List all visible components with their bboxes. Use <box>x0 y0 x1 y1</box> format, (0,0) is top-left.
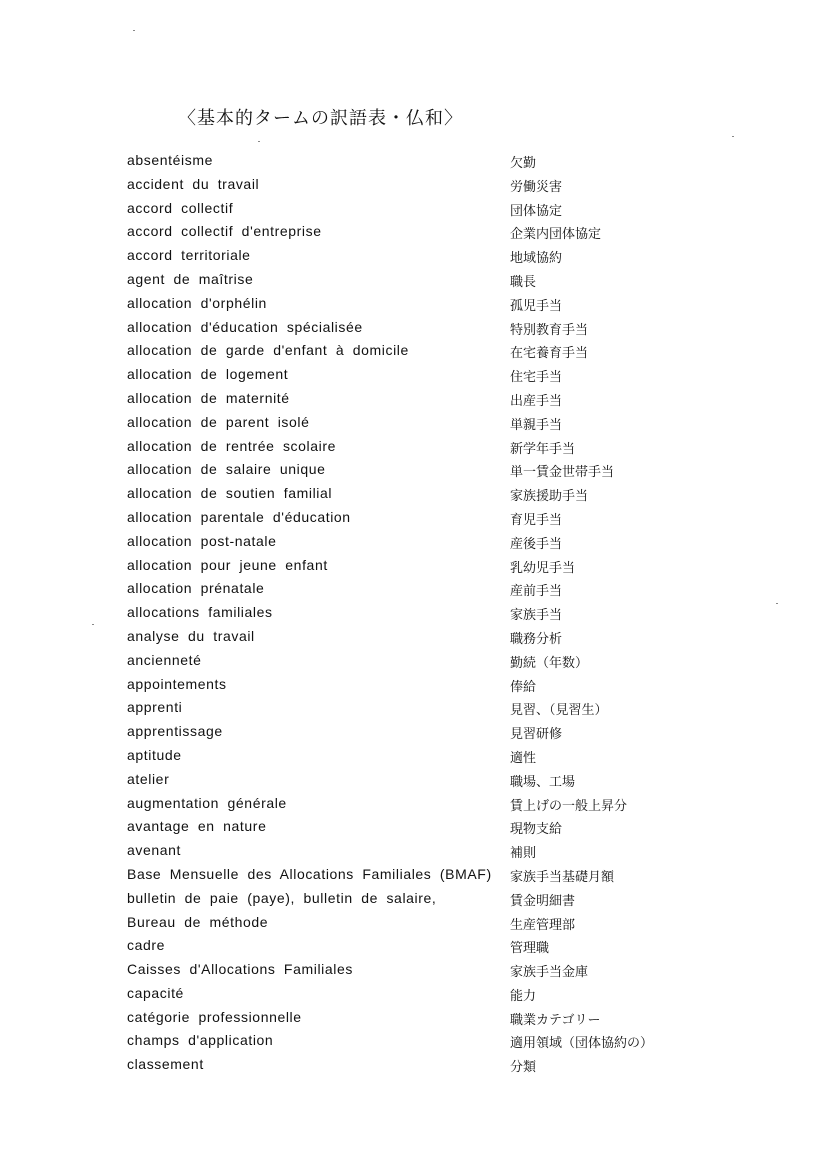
glossary-row <box>0 319 827 343</box>
french-term: augmentation générale <box>127 794 287 811</box>
french-term: bulletin de paie (paye), bulletin de salaire, <box>127 889 437 906</box>
glossary-row <box>0 271 827 295</box>
japanese-term: 見習研修 <box>510 727 563 743</box>
french-term: Caisses d'Allocations Familiales <box>127 961 353 978</box>
glossary-row <box>0 342 827 366</box>
glossary-row <box>0 509 827 533</box>
glossary-row <box>0 818 827 842</box>
glossary-row <box>0 747 827 771</box>
glossary-row <box>0 533 827 557</box>
japanese-term: 産前手当 <box>510 584 563 600</box>
japanese-term: 適性 <box>510 750 537 766</box>
french-term: capacité <box>127 984 184 1001</box>
japanese-term: 育児手当 <box>510 512 563 528</box>
japanese-term: 在宅養育手当 <box>510 346 589 362</box>
french-term: accord territoriale <box>127 247 251 264</box>
french-term: Bureau de méthode <box>127 913 269 930</box>
japanese-term: 単親手当 <box>510 417 563 433</box>
japanese-term: 職業カテゴリー <box>510 1012 601 1028</box>
french-term: accident du travail <box>127 175 260 192</box>
japanese-term: 単一賃金世帯手当 <box>510 465 615 481</box>
french-term: allocation pour jeune enfant <box>127 556 328 573</box>
japanese-term: 生産管理部 <box>510 917 576 933</box>
scan-speck <box>133 30 135 31</box>
glossary-row <box>0 676 827 700</box>
japanese-term: 家族手当金庫 <box>510 965 589 981</box>
glossary-table <box>0 152 827 1080</box>
glossary-row <box>0 485 827 509</box>
french-term: allocation de logement <box>127 366 289 383</box>
french-term: allocation d'éducation spécialisée <box>127 318 363 335</box>
french-term: allocation de rentrée scolaire <box>127 437 336 454</box>
glossary-row <box>0 580 827 604</box>
french-term: allocation de maternité <box>127 389 290 406</box>
french-term: analyse du travail <box>127 627 255 644</box>
japanese-term: 賃金明細書 <box>510 893 576 909</box>
french-term: accord collectif d'entreprise <box>127 223 322 240</box>
japanese-term: 賃上げの一般上昇分 <box>510 798 628 814</box>
japanese-term: 家族手当 <box>510 608 563 624</box>
japanese-term: 家族援助手当 <box>510 489 589 505</box>
glossary-row <box>0 295 827 319</box>
french-term: apprenti <box>127 699 183 716</box>
glossary-row <box>0 723 827 747</box>
japanese-term: 現物支給 <box>510 822 563 838</box>
japanese-term: 職務分析 <box>510 631 563 647</box>
french-term: allocation parentale d'éducation <box>127 508 351 525</box>
japanese-term: 企業内団体協定 <box>510 227 602 243</box>
french-term: allocation d'orphélin <box>127 294 267 311</box>
french-term: catégorie professionnelle <box>127 1008 302 1025</box>
french-term: allocation de garde d'enfant à domicile <box>127 342 409 359</box>
glossary-row <box>0 1056 827 1080</box>
japanese-term: 団体協定 <box>510 203 563 219</box>
french-term: allocations familiales <box>127 604 273 621</box>
french-term: allocation de soutien familial <box>127 485 333 502</box>
glossary-row <box>0 914 827 938</box>
glossary-row <box>0 961 827 985</box>
glossary-row <box>0 438 827 462</box>
french-term: avantage en nature <box>127 818 267 835</box>
scan-speck <box>258 141 260 142</box>
glossary-row <box>0 390 827 414</box>
french-term: accord collectif <box>127 199 234 216</box>
glossary-row <box>0 652 827 676</box>
japanese-term: 家族手当基礎月額 <box>510 869 615 885</box>
japanese-term: 地域協約 <box>510 251 563 267</box>
french-term: aptitude <box>127 746 182 763</box>
french-term: agent de maîtrise <box>127 270 254 287</box>
french-term: apprentissage <box>127 723 223 740</box>
japanese-term: 出産手当 <box>510 393 563 409</box>
french-term: avenant <box>127 842 182 859</box>
french-term: ancienneté <box>127 651 202 668</box>
glossary-row <box>0 937 827 961</box>
french-term: atelier <box>127 770 170 787</box>
french-term: appointements <box>127 675 227 692</box>
glossary-row <box>0 604 827 628</box>
japanese-term: 欠勤 <box>510 156 537 171</box>
glossary-row <box>0 366 827 390</box>
glossary-row <box>0 461 827 485</box>
glossary-row <box>0 890 827 914</box>
french-term: classement <box>127 1056 204 1073</box>
glossary-row <box>0 200 827 224</box>
japanese-term: 住宅手当 <box>510 370 563 386</box>
glossary-row <box>0 152 827 176</box>
glossary-row <box>0 414 827 438</box>
french-term: allocation de parent isolé <box>127 413 310 430</box>
french-term: Base Mensuelle des Allocations Familiales (BMAF) <box>127 865 492 882</box>
japanese-term: 職場、工場 <box>510 774 576 790</box>
glossary-row <box>0 628 827 652</box>
page-title: 〈基本的タームの訳語表・仏和〉 <box>178 108 463 129</box>
japanese-term: 孤児手当 <box>510 298 563 314</box>
glossary-row <box>0 866 827 890</box>
scan-speck <box>732 136 734 137</box>
japanese-term: 新学年手当 <box>510 441 576 457</box>
japanese-term: 俸給 <box>510 679 537 695</box>
japanese-term: 見習、（見習生） <box>510 703 608 719</box>
japanese-term: 特別教育手当 <box>510 322 589 338</box>
glossary-row <box>0 699 827 723</box>
glossary-row <box>0 1032 827 1056</box>
japanese-term: 職長 <box>510 274 537 290</box>
glossary-row <box>0 557 827 581</box>
french-term: champs d'application <box>127 1032 274 1049</box>
french-term: absentéisme <box>127 152 213 168</box>
japanese-term: 産後手当 <box>510 536 563 552</box>
glossary-row <box>0 795 827 819</box>
japanese-term: 補則 <box>510 846 537 862</box>
glossary-row <box>0 985 827 1009</box>
japanese-term: 労働災害 <box>510 179 563 195</box>
french-term: allocation prénatale <box>127 580 265 597</box>
glossary-row <box>0 771 827 795</box>
japanese-term: 能力 <box>510 988 537 1004</box>
french-term: allocation de salaire unique <box>127 461 326 478</box>
glossary-row <box>0 842 827 866</box>
french-term: allocation post-natale <box>127 532 277 549</box>
glossary-row <box>0 223 827 247</box>
french-term: cadre <box>127 937 166 954</box>
japanese-term: 適用領域（団体協約の） <box>510 1036 654 1052</box>
glossary-row <box>0 247 827 271</box>
japanese-term: 乳幼児手当 <box>510 560 576 576</box>
japanese-term: 分類 <box>510 1060 537 1076</box>
glossary-row <box>0 1009 827 1033</box>
glossary-row <box>0 176 827 200</box>
japanese-term: 管理職 <box>510 941 550 957</box>
japanese-term: 勤続（年数） <box>510 655 589 671</box>
